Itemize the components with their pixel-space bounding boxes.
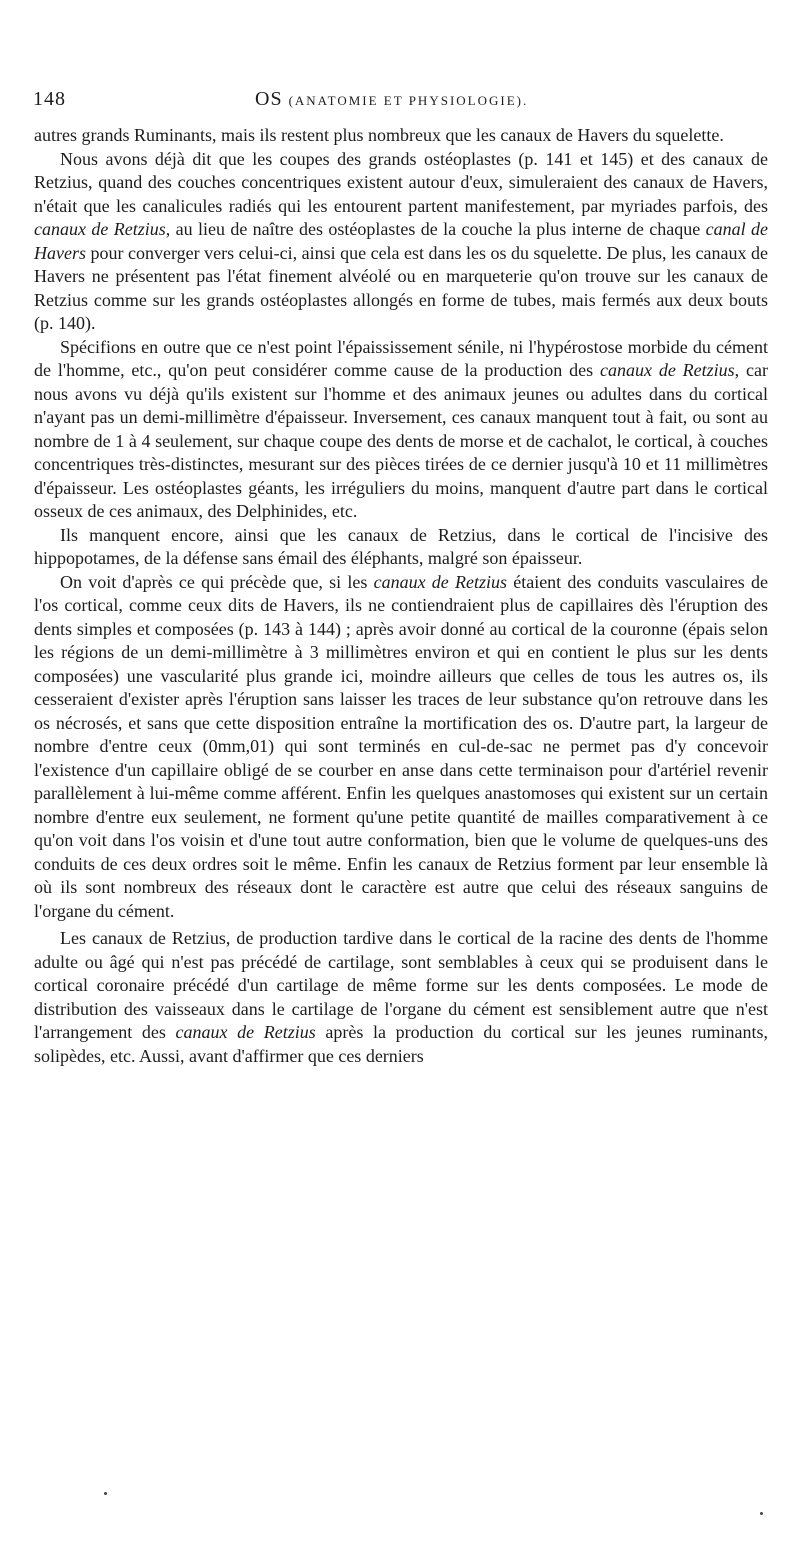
text-run: après la production du cortical sur les jeunes ruminants, solipèdes, etc. Aussi, avant d'affirmer que ces derniers <box>34 1022 769 1066</box>
page-number: 148 <box>33 88 66 110</box>
paragraph <box>34 148 768 336</box>
running-title-subtitle: (ANATOMIE ET PHYSIOLOGIE). <box>288 93 529 108</box>
speck-mark <box>760 1512 763 1515</box>
italic-text: canal de Havers <box>34 219 768 263</box>
text-run: autres grands Ruminants, mais ils restent plus nombreux que les canaux de Havers du squelette. <box>34 125 724 145</box>
body-text <box>34 124 768 1068</box>
text-run: Ils manquent encore, ainsi que les canaux de Retzius, dans le cortical de l'incisive des hippopotames, de la défense sans émail des éléphants, malgré son épaisseur. <box>34 524 768 568</box>
running-header <box>33 88 593 114</box>
paragraph <box>34 927 768 1068</box>
speck-mark <box>104 1492 107 1495</box>
running-title <box>255 88 528 111</box>
text-run: Spécifions en outre que ce n'est point l'épaississement sénile, ni l'hypérostose morbide du cément de l'homme, etc., qu'on peut considérer comme cause de la production des <box>34 336 768 380</box>
paragraph <box>34 336 768 524</box>
paragraph <box>34 571 768 924</box>
paragraph <box>34 124 768 148</box>
text-run: étaient des conduits vasculaires de l'os cortical, comme ceux dits de Havers, ils ne contiendraient plus de capillaires dès l'éruption des dents simples et composées (p. 143 à 144) ; après avoir donné au cortical de la couronne (épais selon les régions de un demi-millimètre à 3 millimètres environ et qui en contient le plus sur les dents composées) une vascularité plus grande ici, moindre ailleurs que celles de tous les autres os, ils cesseraient d'exister après l'éruption sans laisser les traces de leur substance qu'on retrouve dans les os nécrosés, et sans que cette disposition entraîne la mortification des os. D'autre part, la largeur de nombre d'entre ceux (0mm,01) qui sont terminés en cul-de-sac ne permet pas d'y concevoir l'existence d'un capillaire obligé de se courber en anse dans cette terminaison pour d'artériel revenir parallèlement à lui-même comme afférent. Enfin les quelques anastomoses qui existent sur un certain nombre d'entre eux seulement, ne forment qu'une petite quantité de mailles comparativement à ce qu'on voit dans l'os voisin et d'une tout autre conformation, bien que le volume de quelques-uns des conduits de ces deux ordres soit le même. Enfin les canaux de Retzius forment par leur ensemble là où ils sont nombreux des réseaux dont le caractère est autre que celui des réseaux sanguins de l'organe du cément. <box>34 571 768 921</box>
text-run: , car nous avons vu déjà qu'ils existent sur l'homme et des animaux jeunes ou adultes dans du cortical n'ayant pas un demi-millimètre d'épaisseur. Inversement, ces canaux manquent tout à fait, ou sont au nombre de 1 à 4 seulement, sur chaque coupe des dents de morse et de cachalot, le cortical, à couches concentriques très-distinctes, mesurant sur des pièces tirées de ce dernier jusqu'à 10 et 11 millimètres d'épaisseur. Les ostéoplastes géants, les irréguliers du moins, manquent d'autre part dans le cortical osseux de ces animaux, des Delphinides, etc. <box>34 360 768 521</box>
text-run: On voit d'après ce qui précède que, si les <box>60 571 374 592</box>
text-run: pour converger vers celui-ci, ainsi que cela est dans les os du squelette. De plus, les canaux de Havers ne présentent pas l'état finement alvéolé ou en marqueterie qu'on trouve sur les canaux de Retzius comme sur les grands ostéoplastes allongés en forme de tubes, mais fermés aux deux bouts (p. 140). <box>34 242 768 333</box>
italic-text: canaux de Retzius <box>600 360 735 380</box>
running-title-main: OS <box>255 88 283 110</box>
italic-text: canaux de Retzius <box>175 1022 316 1042</box>
italic-text: canaux de Retzius <box>34 219 166 239</box>
text-run: Les canaux de Retzius, de production tardive dans le cortical de la racine des dents de l'homme adulte ou âgé qui n'est pas précédé de cartilage, sont semblables à ceux qui se produisent dans le cortical coronaire précédé d'un cartilage de même forme sur les dents composées. Le mode de distribution des vaisseaux dans le cartilage de l'organe du cément est sensiblement autre que n'est l'arrangement des <box>34 928 768 1042</box>
paragraph <box>34 524 768 571</box>
text-run: , au lieu de naître des ostéoplastes de la couche la plus interne de chaque <box>165 219 706 239</box>
italic-text: canaux de Retzius <box>373 571 507 592</box>
text-run: Nous avons déjà dit que les coupes des grands ostéoplastes (p. 141 et 145) et des canaux de Retzius, quand des couches concentriques existent autour d'eux, simuleraient des canaux de Havers, n'était que les canalicules radiés qui les entourent partent manifestement, par myriades parfois, des <box>34 148 768 216</box>
